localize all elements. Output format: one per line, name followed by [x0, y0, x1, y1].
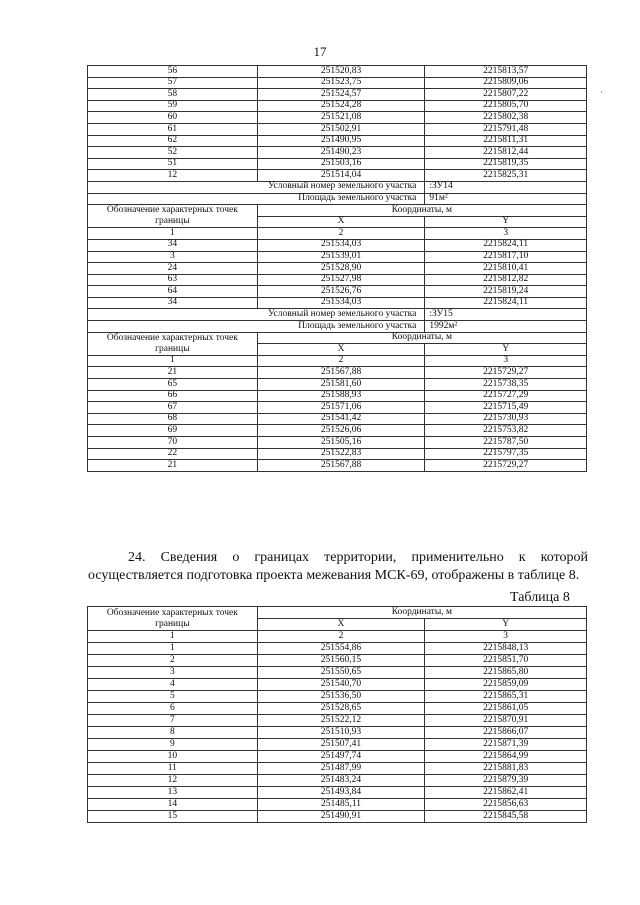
x-coordinate-cell: 251510,93 — [257, 727, 425, 739]
plot-number-value: :ЗУ15 — [425, 309, 587, 321]
y-coordinate-cell: 2215797,35 — [425, 448, 587, 460]
table-row — [88, 112, 587, 124]
table-row — [88, 402, 587, 414]
table-row — [88, 77, 587, 89]
y-coordinate-cell: 2215825,31 — [425, 170, 587, 182]
column-numbers-row — [88, 228, 587, 240]
x-coordinate-cell: 251536,50 — [257, 691, 425, 703]
table-8 — [87, 606, 587, 823]
point-id-cell: 24 — [88, 263, 258, 275]
points-header: Обозначение характерных точек границы — [88, 205, 258, 228]
y-coordinate-cell: 2215819,35 — [425, 158, 587, 170]
x-header: X — [257, 619, 425, 631]
points-header: Обозначение характерных точек границы — [88, 332, 258, 355]
point-id-cell: 59 — [88, 100, 258, 112]
point-id-cell: 4 — [88, 679, 258, 691]
x-coordinate-cell: 251514,04 — [257, 170, 425, 182]
plot-number-row — [88, 181, 587, 193]
column-number-3: 3 — [425, 631, 587, 643]
x-coordinate-cell: 251567,88 — [257, 367, 425, 379]
y-coordinate-cell: 2215861,05 — [425, 703, 587, 715]
y-coordinate-cell: 2215871,39 — [425, 739, 587, 751]
plot-number-row — [88, 309, 587, 321]
y-coordinate-cell: 2215819,24 — [425, 286, 587, 298]
point-id-cell: 62 — [88, 135, 258, 147]
table-row — [88, 667, 587, 679]
y-coordinate-cell: 2215730,93 — [425, 413, 587, 425]
point-id-cell: 7 — [88, 715, 258, 727]
plot-number-value: :ЗУ14 — [425, 181, 587, 193]
table-row — [88, 715, 587, 727]
y-header: Y — [425, 344, 587, 356]
y-coordinate-cell: 2215870,91 — [425, 715, 587, 727]
table-row — [88, 448, 587, 460]
point-id-cell: 14 — [88, 799, 258, 811]
point-id-cell: 66 — [88, 390, 258, 402]
column-number-2: 2 — [257, 228, 425, 240]
page-number: 17 — [313, 44, 327, 59]
y-coordinate-cell: 2215862,41 — [425, 787, 587, 799]
x-coordinate-cell: 251485,11 — [257, 799, 425, 811]
y-coordinate-cell: 2215813,57 — [425, 66, 587, 78]
x-coordinate-cell: 251520,83 — [257, 66, 425, 78]
table-row — [88, 811, 587, 823]
point-id-cell: 21 — [88, 367, 258, 379]
point-id-cell: 3 — [88, 667, 258, 679]
table-row — [88, 100, 587, 112]
table-row — [88, 147, 587, 159]
table-row — [88, 460, 587, 472]
x-coordinate-cell: 251560,15 — [257, 655, 425, 667]
x-coordinate-cell: 251567,88 — [257, 460, 425, 472]
point-id-cell: 22 — [88, 448, 258, 460]
y-coordinate-cell: 2215715,49 — [425, 402, 587, 414]
y-coordinate-cell: 2215824,11 — [425, 239, 587, 251]
coords-header: Координаты, м — [257, 205, 586, 217]
x-coordinate-cell: 251493,84 — [257, 787, 425, 799]
x-coordinate-cell: 251554,86 — [257, 643, 425, 655]
point-id-cell: 64 — [88, 286, 258, 298]
y-coordinate-cell: 2215879,39 — [425, 775, 587, 787]
y-coordinate-cell: 2215824,11 — [425, 297, 587, 309]
y-coordinate-cell: 2215802,38 — [425, 112, 587, 124]
x-coordinate-cell: 251505,16 — [257, 437, 425, 449]
x-coordinate-cell: 251497,74 — [257, 751, 425, 763]
y-coordinate-cell: 2215812,44 — [425, 147, 587, 159]
y-header: Y — [425, 619, 587, 631]
point-id-cell: 21 — [88, 460, 258, 472]
x-coordinate-cell: 251524,57 — [257, 89, 425, 101]
coord-rows-group-b — [88, 239, 587, 309]
y-header: Y — [425, 216, 587, 228]
y-coordinate-cell: 2215787,50 — [425, 437, 587, 449]
y-coordinate-cell: 2215845,58 — [425, 811, 587, 823]
x-coordinate-cell: 251490,95 — [257, 135, 425, 147]
table-row — [88, 727, 587, 739]
x-coordinate-cell: 251534,03 — [257, 239, 425, 251]
point-id-cell: 34 — [88, 239, 258, 251]
y-coordinate-cell: 2215817,10 — [425, 251, 587, 263]
y-coordinate-cell: 2215791,48 — [425, 123, 587, 135]
table-row — [88, 655, 587, 667]
x-coordinate-cell: 251526,06 — [257, 425, 425, 437]
y-coordinate-cell: 2215727,29 — [425, 390, 587, 402]
point-id-cell: 10 — [88, 751, 258, 763]
table-row — [88, 787, 587, 799]
table-row — [88, 799, 587, 811]
y-coordinate-cell: 2215865,80 — [425, 667, 587, 679]
x-coordinate-cell: 251540,70 — [257, 679, 425, 691]
plot-area-value: 91м² — [425, 193, 587, 205]
plot-area-row — [88, 321, 587, 333]
x-coordinate-cell: 251490,23 — [257, 147, 425, 159]
x-coordinate-cell: 251539,01 — [257, 251, 425, 263]
plot-number-label: Условный номер земельного участка — [88, 181, 425, 193]
table-row — [88, 390, 587, 402]
column-numbers-row — [88, 631, 587, 643]
point-id-cell: 58 — [88, 89, 258, 101]
x-coordinate-cell: 251503,16 — [257, 158, 425, 170]
table-row — [88, 679, 587, 691]
x-coordinate-cell: 251523,75 — [257, 77, 425, 89]
column-number-1: 1 — [88, 228, 258, 240]
boundary-coordinates-table — [87, 65, 587, 472]
table-8-rows — [88, 643, 587, 823]
coord-rows-group-a — [88, 66, 587, 182]
point-id-cell: 1 — [88, 643, 258, 655]
coords-header: Координаты, м — [257, 332, 586, 344]
coords-header: Координаты, м — [257, 607, 586, 619]
coord-header-2 — [88, 332, 587, 367]
section-24-paragraph — [88, 549, 588, 585]
y-coordinate-cell: 2215753,82 — [425, 425, 587, 437]
x-coordinate-cell: 251528,65 — [257, 703, 425, 715]
point-id-cell: 51 — [88, 158, 258, 170]
x-coordinate-cell: 251550,65 — [257, 667, 425, 679]
plot-15-info — [88, 309, 587, 332]
column-number-2: 2 — [257, 631, 425, 643]
y-coordinate-cell: 2215856,63 — [425, 799, 587, 811]
table-row — [88, 437, 587, 449]
x-coordinate-cell: 251487,99 — [257, 763, 425, 775]
x-coordinate-cell: 251507,41 — [257, 739, 425, 751]
x-coordinate-cell: 251502,91 — [257, 123, 425, 135]
table-row — [88, 263, 587, 275]
table-row — [88, 158, 587, 170]
x-coordinate-cell: 251522,12 — [257, 715, 425, 727]
point-id-cell: 70 — [88, 437, 258, 449]
point-id-cell: 15 — [88, 811, 258, 823]
table-row — [88, 170, 587, 182]
margin-mark: · — [600, 88, 603, 97]
y-coordinate-cell: 2215811,31 — [425, 135, 587, 147]
x-coordinate-cell: 251581,60 — [257, 379, 425, 391]
table-row — [88, 89, 587, 101]
point-id-cell: 56 — [88, 66, 258, 78]
y-coordinate-cell: 2215851,70 — [425, 655, 587, 667]
x-coordinate-cell: 251522,83 — [257, 448, 425, 460]
table-row — [88, 751, 587, 763]
table-row — [88, 775, 587, 787]
paragraph-text: 24. Сведения о границах территории, применительно к которой осуществляется подготовка проекта межевания МСК-69, отображены в таблице 8. — [88, 550, 588, 583]
table-row — [88, 274, 587, 286]
table-row — [88, 286, 587, 298]
table-row — [88, 691, 587, 703]
point-id-cell: 3 — [88, 251, 258, 263]
point-id-cell: 57 — [88, 77, 258, 89]
plot-area-row — [88, 193, 587, 205]
y-coordinate-cell: 2215848,13 — [425, 643, 587, 655]
table-row — [88, 367, 587, 379]
plot-14-info — [88, 181, 587, 204]
x-coordinate-cell: 251528,90 — [257, 263, 425, 275]
column-number-1: 1 — [88, 355, 258, 367]
table-row — [88, 66, 587, 78]
y-coordinate-cell: 2215729,27 — [425, 367, 587, 379]
y-coordinate-cell: 2215809,06 — [425, 77, 587, 89]
point-id-cell: 12 — [88, 775, 258, 787]
table-row — [88, 251, 587, 263]
point-id-cell: 60 — [88, 112, 258, 124]
point-id-cell: 63 — [88, 274, 258, 286]
column-number-3: 3 — [425, 228, 587, 240]
point-id-cell: 2 — [88, 655, 258, 667]
x-header: X — [257, 216, 425, 228]
table-row — [88, 643, 587, 655]
column-number-2: 2 — [257, 355, 425, 367]
y-coordinate-cell: 2215738,35 — [425, 379, 587, 391]
column-number-3: 3 — [425, 355, 587, 367]
plot-area-label: Площадь земельного участка — [88, 193, 425, 205]
table-row — [88, 425, 587, 437]
y-coordinate-cell: 2215807,22 — [425, 89, 587, 101]
table-row — [88, 123, 587, 135]
x-coordinate-cell: 251521,08 — [257, 112, 425, 124]
coord-header-1 — [88, 205, 587, 240]
x-coordinate-cell: 251490,91 — [257, 811, 425, 823]
point-id-cell: 13 — [88, 787, 258, 799]
table-row — [88, 135, 587, 147]
table-row — [88, 239, 587, 251]
x-coordinate-cell: 251527,98 — [257, 274, 425, 286]
y-coordinate-cell: 2215729,27 — [425, 460, 587, 472]
y-coordinate-cell: 2215866,07 — [425, 727, 587, 739]
y-coordinate-cell: 2215810,41 — [425, 263, 587, 275]
point-id-cell: 52 — [88, 147, 258, 159]
y-coordinate-cell: 2215881,83 — [425, 763, 587, 775]
y-coordinate-cell: 2215859,09 — [425, 679, 587, 691]
y-coordinate-cell: 2215812,82 — [425, 274, 587, 286]
point-id-cell: 8 — [88, 727, 258, 739]
plot-area-label: Площадь земельного участка — [88, 321, 425, 333]
table-8-caption: Таблица 8 — [510, 590, 570, 605]
x-coordinate-cell: 251526,76 — [257, 286, 425, 298]
y-coordinate-cell: 2215805,70 — [425, 100, 587, 112]
x-coordinate-cell: 251571,06 — [257, 402, 425, 414]
point-id-cell: 68 — [88, 413, 258, 425]
column-number-1: 1 — [88, 631, 258, 643]
x-header: X — [257, 344, 425, 356]
table-row — [88, 763, 587, 775]
coord-rows-group-c — [88, 367, 587, 471]
x-coordinate-cell: 251524,28 — [257, 100, 425, 112]
point-id-cell: 12 — [88, 170, 258, 182]
x-coordinate-cell: 251534,03 — [257, 297, 425, 309]
point-id-cell: 34 — [88, 297, 258, 309]
point-id-cell: 67 — [88, 402, 258, 414]
point-id-cell: 6 — [88, 703, 258, 715]
plot-number-label: Условный номер земельного участка — [88, 309, 425, 321]
y-coordinate-cell: 2215865,31 — [425, 691, 587, 703]
y-coordinate-cell: 2215864,99 — [425, 751, 587, 763]
table-row — [88, 739, 587, 751]
table-8-header — [88, 607, 587, 643]
table-row — [88, 297, 587, 309]
column-numbers-row — [88, 355, 587, 367]
points-header: Обозначение характерных точек границы — [88, 607, 258, 631]
point-id-cell: 65 — [88, 379, 258, 391]
x-coordinate-cell: 251483,24 — [257, 775, 425, 787]
table-row — [88, 379, 587, 391]
point-id-cell: 11 — [88, 763, 258, 775]
table-row — [88, 413, 587, 425]
table-row — [88, 703, 587, 715]
point-id-cell: 69 — [88, 425, 258, 437]
point-id-cell: 61 — [88, 123, 258, 135]
plot-area-value: 1992м² — [425, 321, 587, 333]
x-coordinate-cell: 251541,42 — [257, 413, 425, 425]
point-id-cell: 5 — [88, 691, 258, 703]
point-id-cell: 9 — [88, 739, 258, 751]
x-coordinate-cell: 251588,93 — [257, 390, 425, 402]
